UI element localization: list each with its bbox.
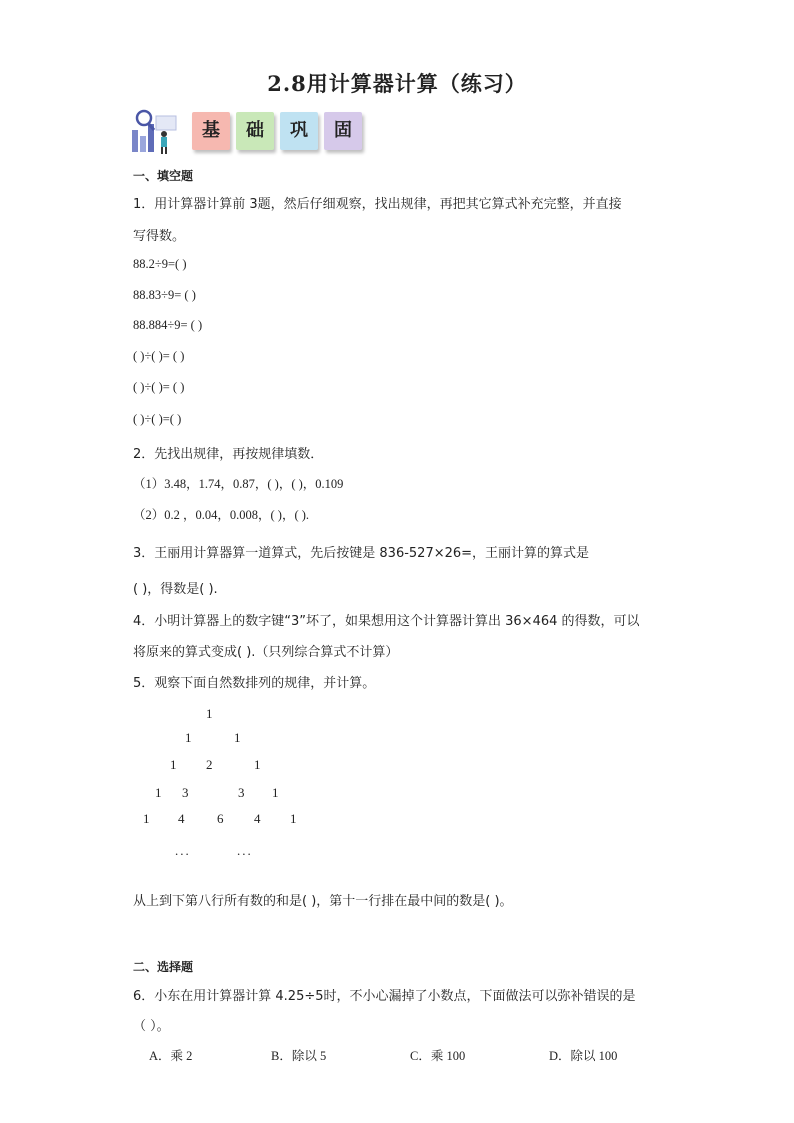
triangle-number: 1 xyxy=(272,785,279,800)
question-5-answer-line: 从上到下第八行所有数的和是( )，第十一行排在最中间的数是( )。 xyxy=(133,894,513,909)
section-heading-fill-blank: 一、填空题 xyxy=(133,169,194,183)
question-2-text: 2．先找出规律，再按规律填数． xyxy=(133,447,324,462)
triangle-number: 1 xyxy=(290,811,297,826)
question-1-text: 1．用计算器计算前 3题，然后仔细观察，找出规律，再把其它算式补充完整，并直接 xyxy=(133,197,622,212)
question-1-text-cont: 写得数。 xyxy=(133,229,186,244)
question-4-text-cont: 将原来的算式变成( ).（只列综合算式不计算） xyxy=(133,645,399,660)
triangle-number: 3 xyxy=(182,785,189,800)
triangle-number: 1 xyxy=(254,757,261,772)
q2-sub-1: （1）3.48，1.74，0.87，( )，( )，0.109 xyxy=(133,477,344,491)
question-4-text: 4．小明计算器上的数字键“3”坏了，如果想用这个计算器计算出 36×464 的得数，可以 xyxy=(133,614,640,629)
triangle-number: 1 xyxy=(185,730,192,745)
triangle-number: 4 xyxy=(178,811,185,826)
triangle-number: 2 xyxy=(206,757,213,772)
question-6-text-cont: （ ）。 xyxy=(133,1019,170,1034)
question-3-text: 3．王丽用计算器算一道算式，先后按键是 836-527×26=，王丽计算的算式是 xyxy=(133,546,590,561)
banner-tile-1: 基 xyxy=(192,112,230,150)
q2-sub-2: （2）0.2 ，0.04，0.008，( )，( ). xyxy=(133,508,310,522)
page-title: 2.8用计算器计算（练习） xyxy=(267,71,527,96)
triangle-number: 1 xyxy=(206,706,213,721)
banner-tile-2: 础 xyxy=(236,112,274,150)
question-5-text: 5．观察下面自然数排列的规律，并计算。 xyxy=(133,676,376,691)
option-a[interactable]: A．乘 2 xyxy=(149,1049,193,1063)
section-heading-multiple-choice: 二、选择题 xyxy=(133,960,194,974)
q1-row-4: ( )÷( )= ( ) xyxy=(133,349,185,363)
section-banner xyxy=(130,108,380,156)
question-3-text-cont: ( )，得数是( ). xyxy=(133,582,218,597)
triangle-number: 6 xyxy=(217,811,224,826)
triangle-number: 3 xyxy=(238,785,245,800)
question-6-text: 6．小东在用计算器计算 4.25÷5时，不小心漏掉了小数点，下面做法可以弥补错误的是 xyxy=(133,989,636,1004)
q1-row-6: ( )÷( )=( ) xyxy=(133,412,182,426)
triangle-number: 1 xyxy=(155,785,162,800)
option-c[interactable]: C．乘 100 xyxy=(410,1049,466,1063)
triangle-number: 4 xyxy=(254,811,261,826)
q1-row-3: 88.884÷9= ( ) xyxy=(133,318,203,332)
option-b[interactable]: B．除以 5 xyxy=(271,1049,327,1063)
q1-row-1: 88.2÷9=( ) xyxy=(133,257,187,271)
banner-tile-4: 固 xyxy=(324,112,362,150)
triangle-ellipsis: ... xyxy=(175,843,191,858)
triangle-ellipsis: ... xyxy=(237,843,253,858)
triangle-number: 1 xyxy=(143,811,150,826)
triangle-number: 1 xyxy=(234,730,241,745)
option-d[interactable]: D．除以 100 xyxy=(549,1049,618,1063)
q1-row-5: ( )÷( )= ( ) xyxy=(133,380,185,394)
banner-tile-3: 巩 xyxy=(280,112,318,150)
study-illustration-icon xyxy=(130,108,182,156)
q1-row-2: 88.83÷9= ( ) xyxy=(133,288,196,302)
triangle-number: 1 xyxy=(170,757,177,772)
